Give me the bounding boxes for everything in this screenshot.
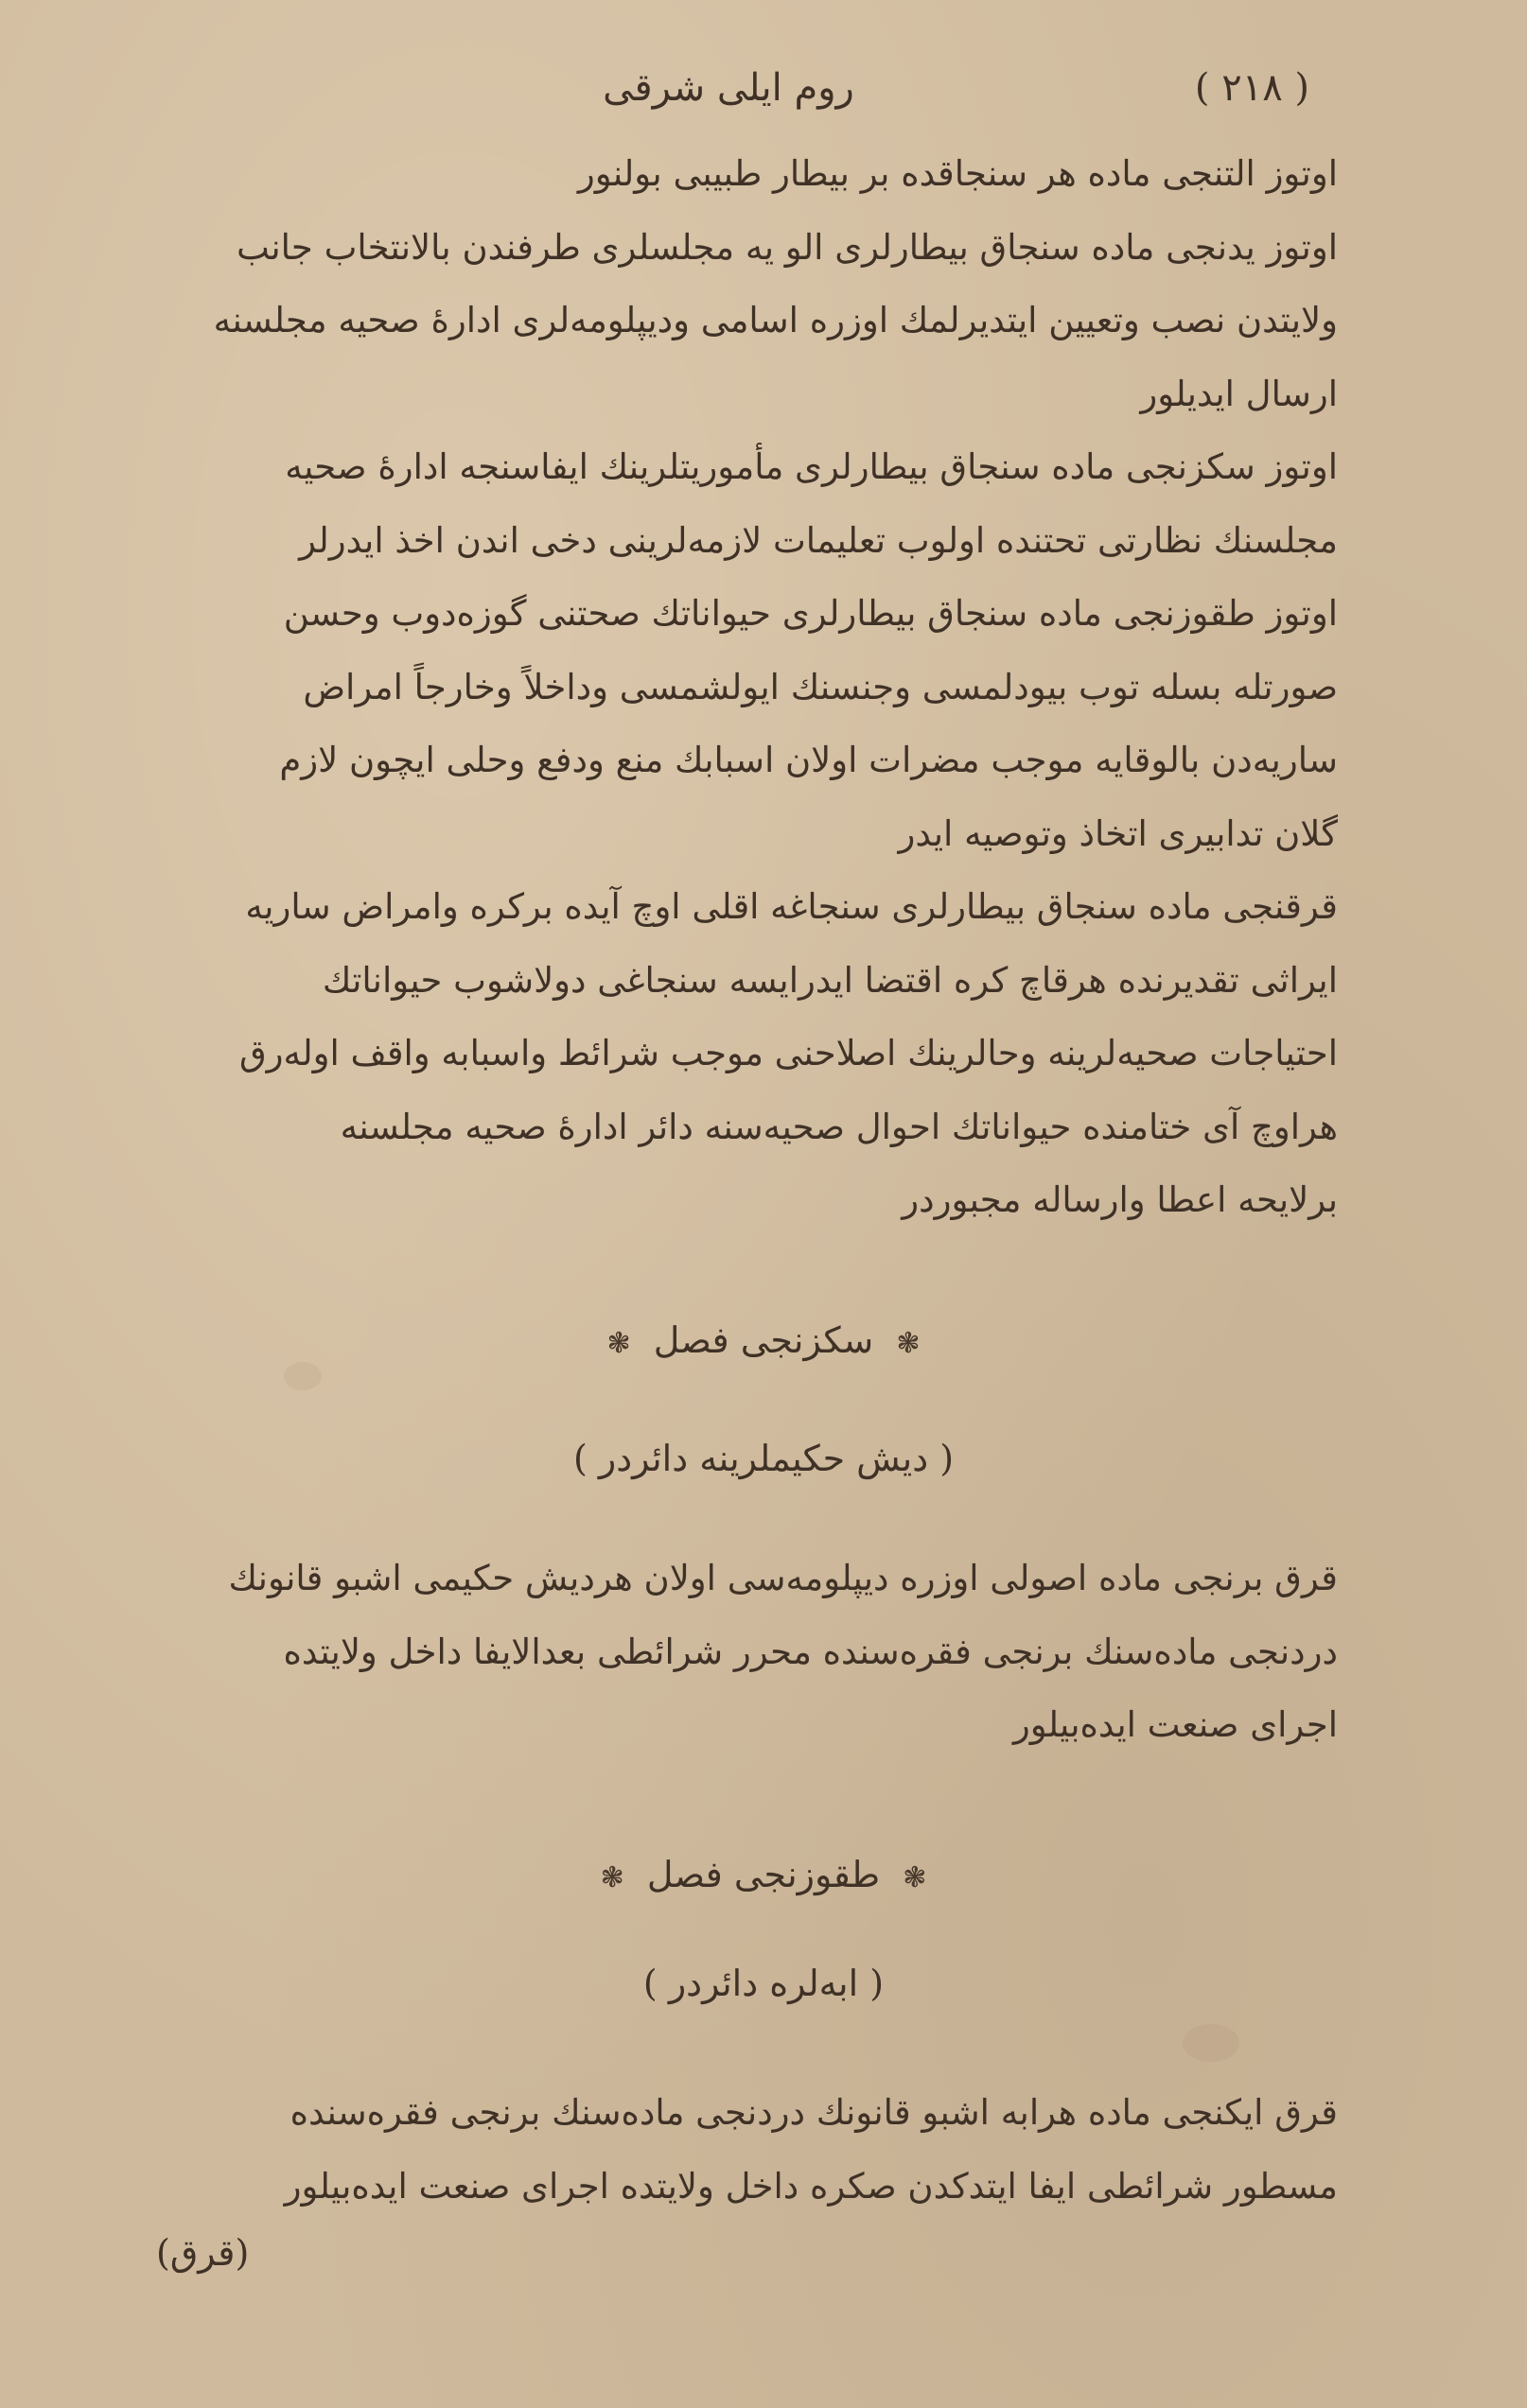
text-line: ساریه‌دن بالوقایه موجب مضرات اولان اسبابك منع ودفع وحلی ایچون لازم <box>279 740 1338 780</box>
text-line: قرق ایکنجی ماده هرابه اشبو قانونك دردنجی ماده‌سنك برنجی فقره‌سنده <box>290 2092 1338 2133</box>
text-line: دردنجی ماده‌سنك برنجی فقره‌سنده محرر شرائطی بعدالایفا داخل ولایتده <box>283 1631 1338 1672</box>
text-line: اوتوز سکزنجی ماده سنجاق بیطارلری مأموریتلرینك ایفاسنجه ادارهٔ صحیه <box>285 446 1338 487</box>
catchword: (قرق) <box>156 2232 250 2274</box>
text-line: ایراثی تقدیرنده هرقاچ کره اقتضا ایدرایسه سنجاغی دولاشوب حیواناتك <box>322 959 1338 1001</box>
page-number: ( ٢١٨ ) <box>1194 66 1309 110</box>
text-line: مسطور شرائطی ایفا ایتدکدن صکره داخل ولایتده اجرای صنعت ایده‌بیلور <box>284 2165 1338 2207</box>
articles-37-40 <box>123 137 1338 1237</box>
chapter-subheading: ( دیش حکیملرینه دائردر ) <box>572 1438 955 1479</box>
text-line: ارسال ایدیلور <box>1140 373 1338 414</box>
article-42 <box>123 2076 1338 2223</box>
chapter-subheading: ( ابه‌لره دائردر ) <box>642 1963 885 2004</box>
text-line: اوتوز طقوزنجی ماده سنجاق بیطارلری حیواناتك صحتنی گوزه‌دوب وحسن <box>283 593 1338 634</box>
text-line: برلایحه اعطا وارساله مجبوردر <box>902 1179 1338 1220</box>
text-line: صورتله بسله توب بیودلمسی وجنسنك ایولشمسی وداخلاً وخارجاً امراض <box>303 666 1338 707</box>
running-title: روم ایلی شرقی <box>603 66 854 110</box>
ornament-icon: ❃ <box>600 1861 624 1894</box>
text-line: اوتوز التنجی ماده هر سنجاقده بر بیطار طبیبی بولنور <box>577 153 1338 194</box>
text-line: اوتوز یدنجی ماده سنجاق بیطارلری الو یه مجلسلری طرفندن بالانتخاب جانب <box>237 226 1338 268</box>
text-line: اجرای صنعت ایده‌بیلور <box>1012 1704 1338 1745</box>
text-line: قرق برنجی ماده اصولی اوزره دیپلومه‌سی اولان هردیش حکیمی اشبو قانونك <box>228 1558 1338 1598</box>
chapter-heading <box>0 1854 1527 1895</box>
ornament-icon: ❃ <box>606 1327 631 1360</box>
ornament-icon: ❃ <box>903 1861 927 1894</box>
text-line: احتیاجات صحیه‌لرینه وحالرینك اصلاحنی موجب شرائط واسبابه واقف اوله‌رق <box>238 1033 1338 1073</box>
text-line: ولایتدن نصب وتعیین ایتدیرلمك اوزره اسامی ودیپلومه‌لری ادارهٔ صحیه مجلسنه <box>213 300 1338 340</box>
chapter-heading <box>0 1319 1527 1361</box>
running-head <box>0 66 1527 132</box>
paper-stain <box>284 1362 322 1390</box>
chapter-title: سکزنجی فصل <box>653 1319 874 1361</box>
paper-stain <box>1183 2024 1239 2062</box>
chapter-title: طقوزنجی فصل <box>646 1854 881 1895</box>
text-line: قرقنجی ماده سنجاق بیطارلری سنجاغه اقلی اوچ آیده برکره وامراض ساریه <box>245 886 1338 927</box>
article-41 <box>123 1542 1338 1762</box>
text-line: مجلسنك نظارتی تحتنده اولوب تعلیمات لازمه‌لرینی دخی اندن اخذ ایدرلر <box>299 519 1338 561</box>
text-line: گلان تدابیری اتخاذ وتوصیه ایدر <box>898 812 1338 854</box>
ornament-icon: ❃ <box>896 1327 921 1360</box>
text-line: هراوچ آی ختامنده حیواناتك احوال صحیه‌سنه دائر ادارهٔ صحیه مجلسنه <box>340 1106 1338 1147</box>
